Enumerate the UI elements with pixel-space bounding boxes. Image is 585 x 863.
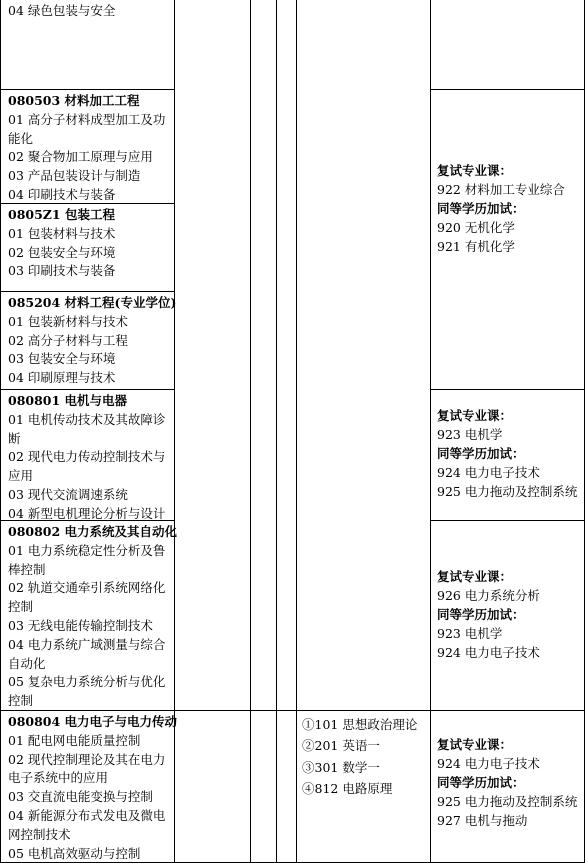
notes-course: 926 电力系统分析 [437,587,540,603]
notes-course: 924 电力电子技术 [437,644,540,660]
research-direction: 05 电机高效驱动与控制 [8,845,141,861]
notes-course: 920 无机化学 [437,219,515,235]
major-heading: 085204 材料工程(专业学位) [8,295,177,310]
research-direction: 01 电机传动技术及其故障诊 [8,411,166,427]
research-direction: 01 包装材料与技术 [8,225,116,241]
major-heading: 080802 电力系统及其自动化 [8,524,178,539]
research-direction: 04 新型电机理论分析与设计 [8,505,166,521]
exam-subject: ①101 思想政治理论 [302,717,418,732]
notes-course: 923 电机学 [437,625,503,641]
research-direction: 03 产品包装设计与制造 [8,168,141,184]
research-direction: 自动化 [8,655,46,671]
column-divider [174,0,175,863]
major-cell [0,291,177,389]
notes-cell [430,389,585,520]
notes-heading: 复试专业课： [437,408,513,423]
notes-cell [430,520,585,710]
research-direction: 03 包装安全与环境 [8,351,116,367]
notes-course: 921 有机化学 [437,238,515,254]
research-direction: 电子系统中的应用 [8,770,109,786]
research-direction: 03 交直流电能变换与控制 [8,789,153,805]
exam-subject: ②201 英语一 [302,738,380,754]
notes-course: 927 电机与拖动 [437,812,528,828]
notes-course: 925 电力拖动及控制系统 [437,793,578,809]
research-direction: 02 现代控制理论及其在电力 [8,751,166,767]
research-direction: 应用 [8,468,34,484]
major-cell [0,89,174,203]
column-divider [250,0,251,863]
notes-course: 923 电机学 [437,426,503,442]
research-direction: 断 [8,430,21,446]
major-cell [0,710,178,863]
exam-subject: ③301 数学一 [302,759,380,775]
table-border [0,0,1,863]
row-divider [0,203,174,204]
notes-course: 925 电力拖动及控制系统 [437,483,578,499]
major-cell [0,203,174,291]
column-divider [296,0,297,863]
row-divider [0,710,174,711]
notes-heading: 复试专业课： [437,163,513,178]
research-direction: 04 印刷原理与技术 [8,370,116,386]
major-cell [0,520,178,710]
major-cell [0,389,174,520]
notes-heading: 同等学历加试： [437,445,525,461]
research-direction: 05 复杂电力系统分析与优化 [8,674,166,690]
column-divider [276,0,277,863]
research-direction: 03 现代交流调速系统 [8,487,128,502]
notes-cell [430,710,585,863]
exam-subjects-cell [296,710,430,863]
notes-cell [430,89,585,389]
column-divider [430,0,431,863]
research-direction: 04 电力系统广域测量与综合 [8,636,166,652]
research-direction: 棒控制 [8,561,46,577]
research-direction: 03 无线电能传输控制技术 [8,618,153,633]
research-direction: 网控制技术 [8,826,71,842]
research-direction: 01 包装新材料与技术 [8,313,128,329]
research-direction: 控制 [8,693,34,709]
row-divider [174,710,430,711]
row-divider [430,389,585,390]
research-direction: 04 印刷技术与装备 [8,187,116,202]
row-divider [430,710,585,711]
row-divider [0,291,174,292]
research-direction: 04 绿色包装与安全 [8,3,116,18]
research-direction: 02 聚合物加工原理与应用 [8,149,153,165]
notes-course: 924 电力电子技术 [437,464,540,480]
notes-heading: 同等学历加试： [437,200,525,216]
row-divider [0,89,174,90]
research-direction: 控制 [8,599,34,615]
major-cell [0,0,174,89]
major-heading: 080804 电力电子与电力传动 [8,714,178,729]
major-heading: 080503 材料加工工程 [8,93,140,108]
notes-heading: 复试专业课： [437,569,513,584]
exam-subject: ④812 电路原理 [302,780,393,796]
row-divider [0,520,174,521]
row-divider [430,89,585,90]
research-direction: 02 高分子材料与工程 [8,332,128,348]
research-direction: 02 轨道交通牵引系统网络化 [8,580,166,596]
research-direction: 01 配电网电能质量控制 [8,732,141,748]
major-heading: 080801 电机与电器 [8,393,128,408]
notes-heading: 复试专业课： [437,737,513,752]
major-heading: 0805Z1 包装工程 [8,207,115,222]
research-direction: 能化 [8,130,34,146]
research-direction: 04 新能源分布式发电及微电 [8,808,166,823]
research-direction: 02 包装安全与环境 [8,244,116,260]
research-direction: 01 电力系统稳定性分析及鲁 [8,542,166,558]
notes-course: 922 材料加工专业综合 [437,181,565,197]
research-direction: 03 印刷技术与装备 [8,263,116,279]
research-direction: 02 现代电力传动控制技术与 [8,449,166,465]
row-divider [0,389,174,390]
notes-course: 924 电力电子技术 [437,755,540,771]
research-direction: 01 高分子材料成型加工及功 [8,111,166,127]
notes-heading: 同等学历加试： [437,774,525,790]
row-divider [430,520,585,521]
notes-heading: 同等学历加试： [437,606,525,622]
